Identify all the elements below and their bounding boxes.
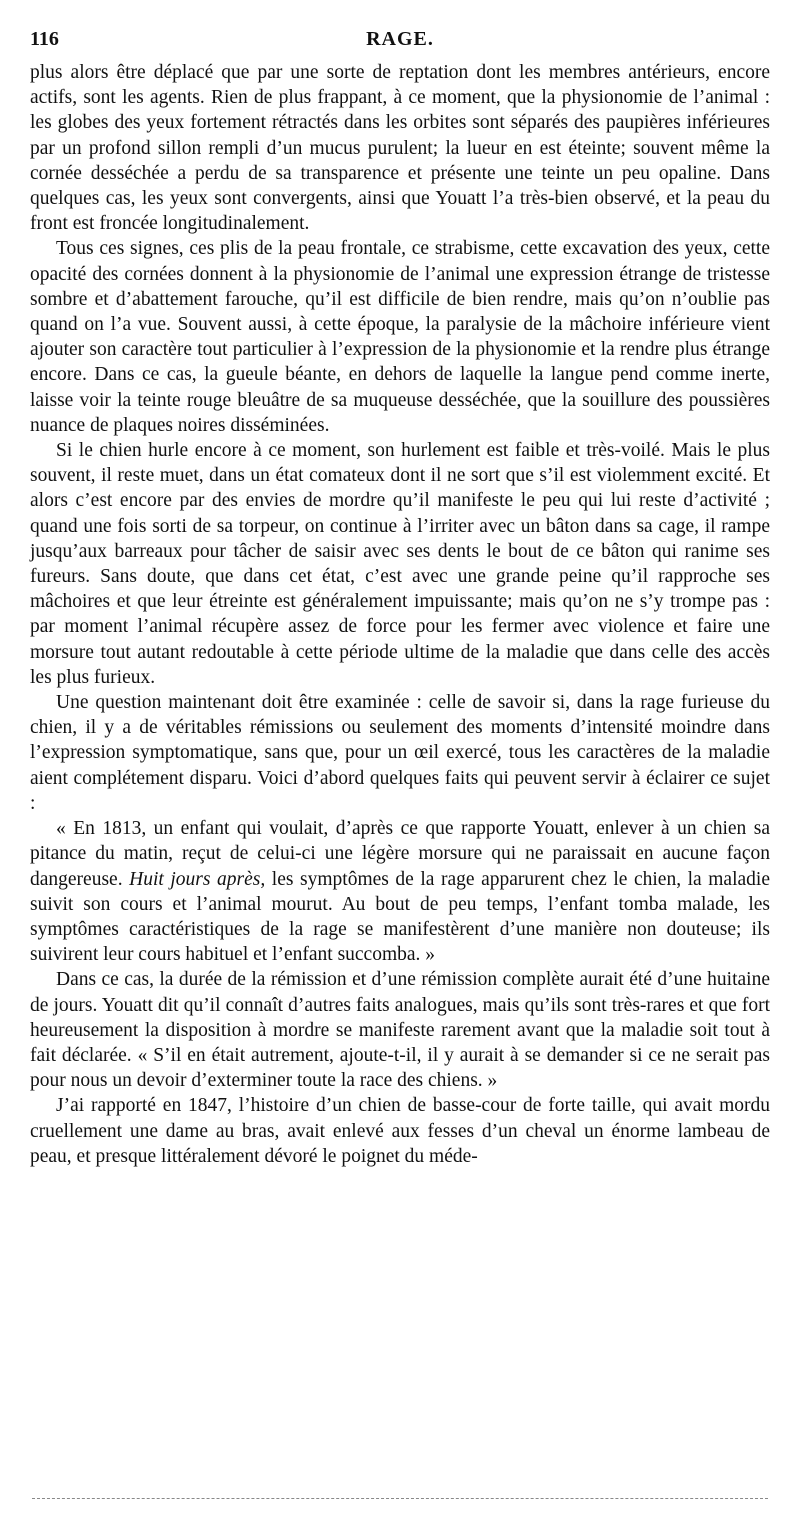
running-title: RAGE.: [366, 28, 434, 50]
quotation-emphasis: Huit jours après,: [129, 868, 266, 890]
footer-rule: [32, 1498, 768, 1499]
paragraph-2-text: Tous ces signes, ces plis de la peau frontale, ce strabisme, cette excavation des yeux, cette opacité des cornées donnent à la physionomie de l’animal une expression étrange de tristesse sombre et d’abattement farouche, qu’il est difficile de bien rendre, mais qu’on n’oublie pas quand on l’a vue. Souvent aussi, à cette époque, la paralysie de la mâchoire inférieure vient ajouter son caractère tout particulier à l’expression de la physionomie et la rendre plus étrange encore. Dans ce cas, la gueule béante, en dehors de laquelle la langue pend comme inerte, laisse voir la teinte rouge bleuâtre de sa muqueuse desséchée, que la souillure des poussières nuance de plaques noires disséminées.: [30, 238, 770, 436]
paragraph-2: [30, 236, 770, 438]
paragraph-3-text: Si le chien hurle encore à ce moment, son hurlement est faible et très-voilé. Mais le plus souvent, il reste muet, dans un état comateux dont il ne sort que s’il est violemment excité. Et alors c’est encore par des envies de mordre qu’il manifeste le peu qui lui reste d’activité ; quand une fois sorti de sa torpeur, on continue à l’irriter avec un bâton dans sa cage, il rampe jusqu’aux barreaux pour tâcher de saisir avec ses dents le bout de ce bâton qui ranime ses fureurs. Sans doute, que dans cet état, c’est avec une grande peine qu’il rapproche ses mâchoires et que leur étreinte est généralement impuissante; mais qu’on ne s’y trompe pas : par moment l’animal récupère assez de force pour les fermer avec violence et faire une morsure tout autant redoutable à cette période ultime de la maladie que dans celle des accès les plus furieux.: [30, 440, 770, 688]
paragraph-1-text: plus alors être déplacé que par une sorte de reptation dont les membres antérieurs, encore actifs, sont les agents. Rien de plus frappant, à ce moment, que la physionomie de l’animal : les globes des yeux fortement rétractés dans les orbites sont séparés des paupières inférieures par un profond sillon rempli d’un mucus purulent; la lueur en est éteinte; souvent même la cornée desséchée a perdu de sa transparence et présente une teinte un peu opaline. Dans quelques cas, les yeux sont convergents, ainsi que Youatt l’a très-bien observé, et la peau du front est froncée longitudinalement.: [30, 62, 770, 235]
quotation-paragraph: [30, 816, 770, 967]
paragraph-1: [30, 60, 770, 236]
paragraph-7: [30, 1093, 770, 1169]
book-page: [30, 28, 770, 1169]
paragraph-3: [30, 438, 770, 690]
paragraph-6-text: Dans ce cas, la durée de la rémission et d’une rémission complète aurait été d’une huitaine de jours. Youatt dit qu’il connaît d’autres faits analogues, mais qu’ils sont très-rares et que fort heureusement la disposition à mordre se manifeste rarement avant que la maladie soit tout à fait déclarée. « S’il en était autrement, ajoute-t-il, il y aurait à se demander si ce ne serait pas pour nous un devoir d’exterminer toute la race des chiens. »: [30, 969, 770, 1092]
paragraph-4-text: Une question maintenant doit être examinée : celle de savoir si, dans la rage furieuse du chien, il y a de véritables rémissions ou seulement des moments d’intensité moindre dans l’expression symptomatique, sans que, pour un œil exercé, tous les caractères de la maladie aient complétement disparu. Voici d’abord quelques faits qui peuvent servir à éclairer ce sujet :: [30, 692, 770, 814]
body-text: [30, 60, 770, 1169]
paragraph-6: [30, 967, 770, 1093]
running-header: [30, 28, 770, 60]
quotation-text-end: les symptômes de la rage apparurent chez le chien, la maladie suivit son cours et l’animal mourut. Au bout de peu temps, l’enfant tomba malade, les symptômes caractéristiques de la rage se manifestèrent d’une manière non douteuse; ils suivirent leur cours habituel et l’enfant succomba. »: [30, 868, 770, 966]
paragraph-4: [30, 690, 770, 816]
page-number: 116: [30, 28, 59, 50]
paragraph-7-text: J’ai rapporté en 1847, l’histoire d’un chien de basse-cour de forte taille, qui avait mordu cruellement une dame au bras, avait enlevé aux fesses d’un cheval un énorme lambeau de peau, et presque littéralement dévoré le poignet du méde-: [30, 1095, 770, 1167]
quotation-text-start: « En 1813, un enfant qui voulait, d’après ce que rapporte Youatt, enlever à un chien sa pitance du matin, reçut de celui-ci une légère morsure qui ne paraissait en aucune façon dangereuse.: [30, 818, 770, 890]
